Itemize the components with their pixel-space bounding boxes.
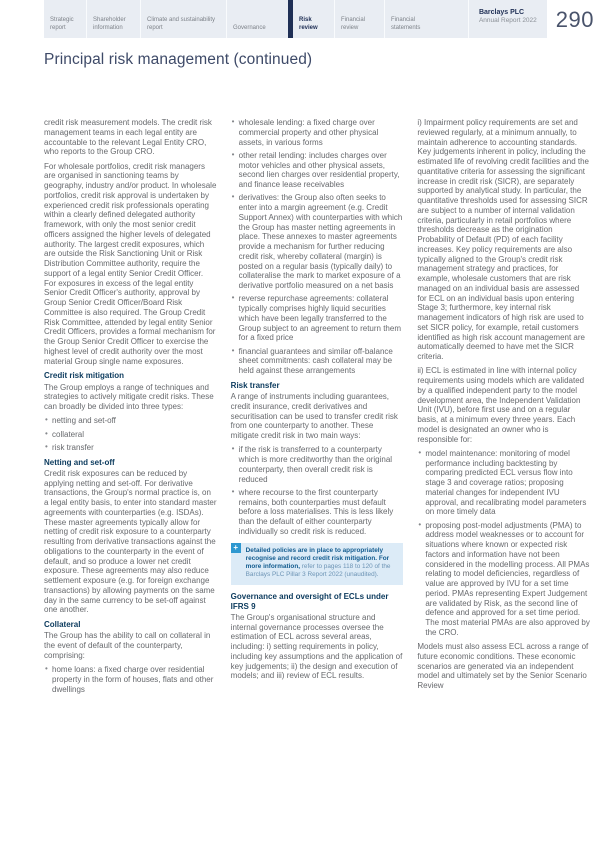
report-nav-tabs xyxy=(44,0,444,38)
tab-label: Climate and sustainability report xyxy=(147,17,216,32)
section-heading: Netting and set-off xyxy=(44,457,115,467)
paragraph: For wholesale portfolios, credit risk managers are organised in sanctioning teams by geography, industry and/or product. In wholesale portfolios, credit risk approval is undertaken by experienced credit risk professionals operating within a clearly defined delegated authority framework, with only the most senior credit officers assigned the higher levels of delegated authority. The largest credit exposures, which are outside the Risk Sanctioning Unit or Risk Distribution Committee authority, require the support of a legal entity Senior Credit Officer. For exposures in excess of the legal entity Senior Credit Officer's authority, approval by Group Senior Credit Officer/Board Risk Committee is also required. The Group Credit Risk Committee, attended by legal entity Senior Credit Officers, provides a formal mechanism for the Group Senior Credit Officer to exercise the highest level of credit authority over the most material Group single name exposures. xyxy=(44,161,217,366)
tab-label: Risk review xyxy=(299,17,318,32)
page-number: 290 xyxy=(555,7,594,32)
paragraph: Models must also assess ECL across a range of future economic conditions. These economic scenarios are generated via an independent model and ultimately set by the Senior Scenario Review xyxy=(417,642,589,690)
tab-label: Strategic report xyxy=(50,17,74,32)
tab-label: Financial statements xyxy=(391,17,421,32)
tab-label: Financial review xyxy=(341,17,366,32)
paragraph: ii) ECL is estimated in line with internal policy requirements using models which are validated by a qualified independent party to the model development area, the Independent Validation Unit (IVU), before first use and on a regular basis, at a minimum every three years. Each model is designated an owner who is responsible for: xyxy=(417,366,585,444)
text-column-3 xyxy=(417,118,590,699)
brand-block xyxy=(468,0,547,38)
tab-governance[interactable] xyxy=(226,0,288,38)
bullet-item: • risk transfer xyxy=(44,443,217,453)
bullet-item: • home loans: a fixed charge over residential property in the form of houses, flats and other dwellings xyxy=(44,665,217,694)
bullet-list xyxy=(231,118,404,376)
text-column-2 xyxy=(231,118,404,699)
brand-name: Barclays PLC xyxy=(478,9,525,16)
paragraph: The Group's organisational structure and internal governance processes oversee the estimation of ECL across several areas, including: i) setting requirements in policy, including key assumptions and the application of key judgements; ii) the design and execution of models; and iii) review of ECL results. xyxy=(230,612,403,681)
section-heading: Governance and oversight of ECLs under IFRS 9 xyxy=(230,591,389,611)
section-heading: Credit risk mitigation xyxy=(44,371,125,381)
paragraph: The Group employs a range of techniques and strategies to actively mitigate credit risks. These can broadly be divided into three types: xyxy=(44,382,214,411)
header-strip xyxy=(44,0,547,38)
text-column-1 xyxy=(44,118,217,699)
report-header xyxy=(44,0,594,38)
paragraph: The Group has the ability to call on collateral in the event of default of the counterparty, comprising: xyxy=(44,631,211,660)
bullet-list xyxy=(44,665,217,694)
tab-financial-statements[interactable] xyxy=(384,0,444,38)
callout-note xyxy=(231,543,404,585)
bullet-item: • derivatives: the Group also often seeks to enter into a margin agreement (e.g. Credit Support Annex) with counterparties with which the Group has master netting agreements in place. These annexes to master agreements provide a mechanism for further reducing credit risk, whereby collateral (margin) is posted on a regular basis (typically daily) to collateralise the mark to market exposure of a derivative portfolio measured on a net basis xyxy=(231,193,404,291)
bullet-item: • financial guarantees and similar off-balance sheet commitments: cash collateral may be held against these arrangements xyxy=(231,347,404,376)
bullet-item: • wholesale lending: a fixed charge over commercial property and other physical assets, in various forms xyxy=(231,118,404,147)
tab-climate-and-sustainability-report[interactable] xyxy=(140,0,226,38)
plus-icon: + xyxy=(231,543,241,553)
tab-label: Shareholder information xyxy=(93,17,126,32)
active-tab-indicator xyxy=(288,0,293,38)
bullet-item: • netting and set-off xyxy=(44,416,217,426)
bullet-item: • model maintenance: monitoring of model performance including backtesting by comparing predicted ECL versus flow into stage 3 and coverage ratios; proposing material changes for independent IVU approval, and recalibrating model parameters on more timely data xyxy=(417,449,590,517)
section-heading: Risk transfer xyxy=(230,380,280,390)
tab-shareholder-information[interactable] xyxy=(86,0,140,38)
tab-label: Governance xyxy=(233,25,266,32)
tab-strategic-report[interactable] xyxy=(44,0,86,38)
callout-text: Detailed policies are in place to appropriately recognise and record credit risk mitigation. For more information, refer to pages 118 to 120 of the Barclays PLC Pillar 3 Report 2022 (unaudited). xyxy=(245,546,391,579)
paragraph: credit risk measurement models. The credit risk management teams in each legal entity are accountable to the relevant Legal Entity CRO, who reports to the Group CRO. xyxy=(44,118,212,157)
brand-subtitle: Annual Report 2022 xyxy=(478,17,537,25)
bullet-list xyxy=(231,445,404,536)
content-columns xyxy=(44,118,590,699)
paragraph: Credit risk exposures can be reduced by applying netting and set-off. For derivative transactions, the Group's normal practice is, on a legal entity basis, to enter into standard master agreements with counterparties (e.g. ISDAs). These master agreements typically allow for netting of credit risk exposure to a counterparty resulting from derivative transactions against the obligations to the counterparty in the event of default, and so produce a lower net credit exposure. These agreements may also reduce settlement exposure (e.g. for foreign exchange transactions) by allowing payments on the same day in the same currency to be set-off against one another. xyxy=(44,468,217,615)
bullet-item: • if the risk is transferred to a counterparty which is more creditworthy than the original counterparty, then overall credit risk is reduced xyxy=(231,445,404,484)
bullet-list xyxy=(44,416,217,452)
bullet-item: • reverse repurchase agreements: collateral typically comprises highly liquid securities which have been legally transferred to the Group subject to an agreement to return them for a fixed price xyxy=(231,294,404,343)
section-heading: Collateral xyxy=(44,620,81,629)
tab-risk-review[interactable] xyxy=(288,0,334,38)
bullet-item: • other retail lending: includes charges over motor vehicles and other physical assets, second lien charges over residential property, and finance lease receivables xyxy=(231,151,404,190)
bullet-item: • where recourse to the first counterparty remains, both counterparties must default before a loss materialises. This is less likely than the default of either counterparty individually so credit risk is reduced. xyxy=(231,488,404,537)
tab-financial-review[interactable] xyxy=(334,0,384,38)
page-title: Principal risk management (continued) xyxy=(44,51,313,68)
bullet-list xyxy=(417,449,590,638)
paragraph: i) Impairment policy requirements are set and reviewed regularly, at a minimum annually, to maintain adherence to accounting standards. Key judgements inherent in policy, including the estimated life of revolving credit facilities and the quantitative criteria for assessing the significant increase in credit risk (SICR), are separately supported by analytical study. In particular, the quantitative thresholds used for assessing SICR are subject to a number of internal validation criteria, particularly in retail portfolios where thresholds decrease as the origination Probability of Default (PD) of each facility increases. Key policy requirements are also typically aligned to the Group's credit risk management strategy and practices, for example, wholesale customers that are risk managed on an individual basis are assessed for ECL on an individual basis upon entering Stage 3; furthermore, key internal risk management indicators of high risk are used to set SICR policy, for example, retail customers identified as high risk account management are automatically deemed to have met the SICR criteria. xyxy=(417,118,589,361)
paragraph: A range of instruments including guarantees, credit insurance, credit derivatives and securitisation can be used to transfer credit risk from one counterparty to another. These mitigate credit risk in two main ways: xyxy=(230,392,398,440)
bullet-item: • proposing post-model adjustments (PMA) to address model weaknesses or to account for situations where known or expected risk factors and information have not been considered in the modelling process. All PMAs relating to model deficiencies, regardless of value are approved by IVU for a set time period. PMAs representing Expert Judgement are validated by Risk, as the second line of defence and approved for a set time period. The most material PMAs are also approved by the CRO. xyxy=(417,521,590,638)
bullet-item: • collateral xyxy=(44,430,217,440)
